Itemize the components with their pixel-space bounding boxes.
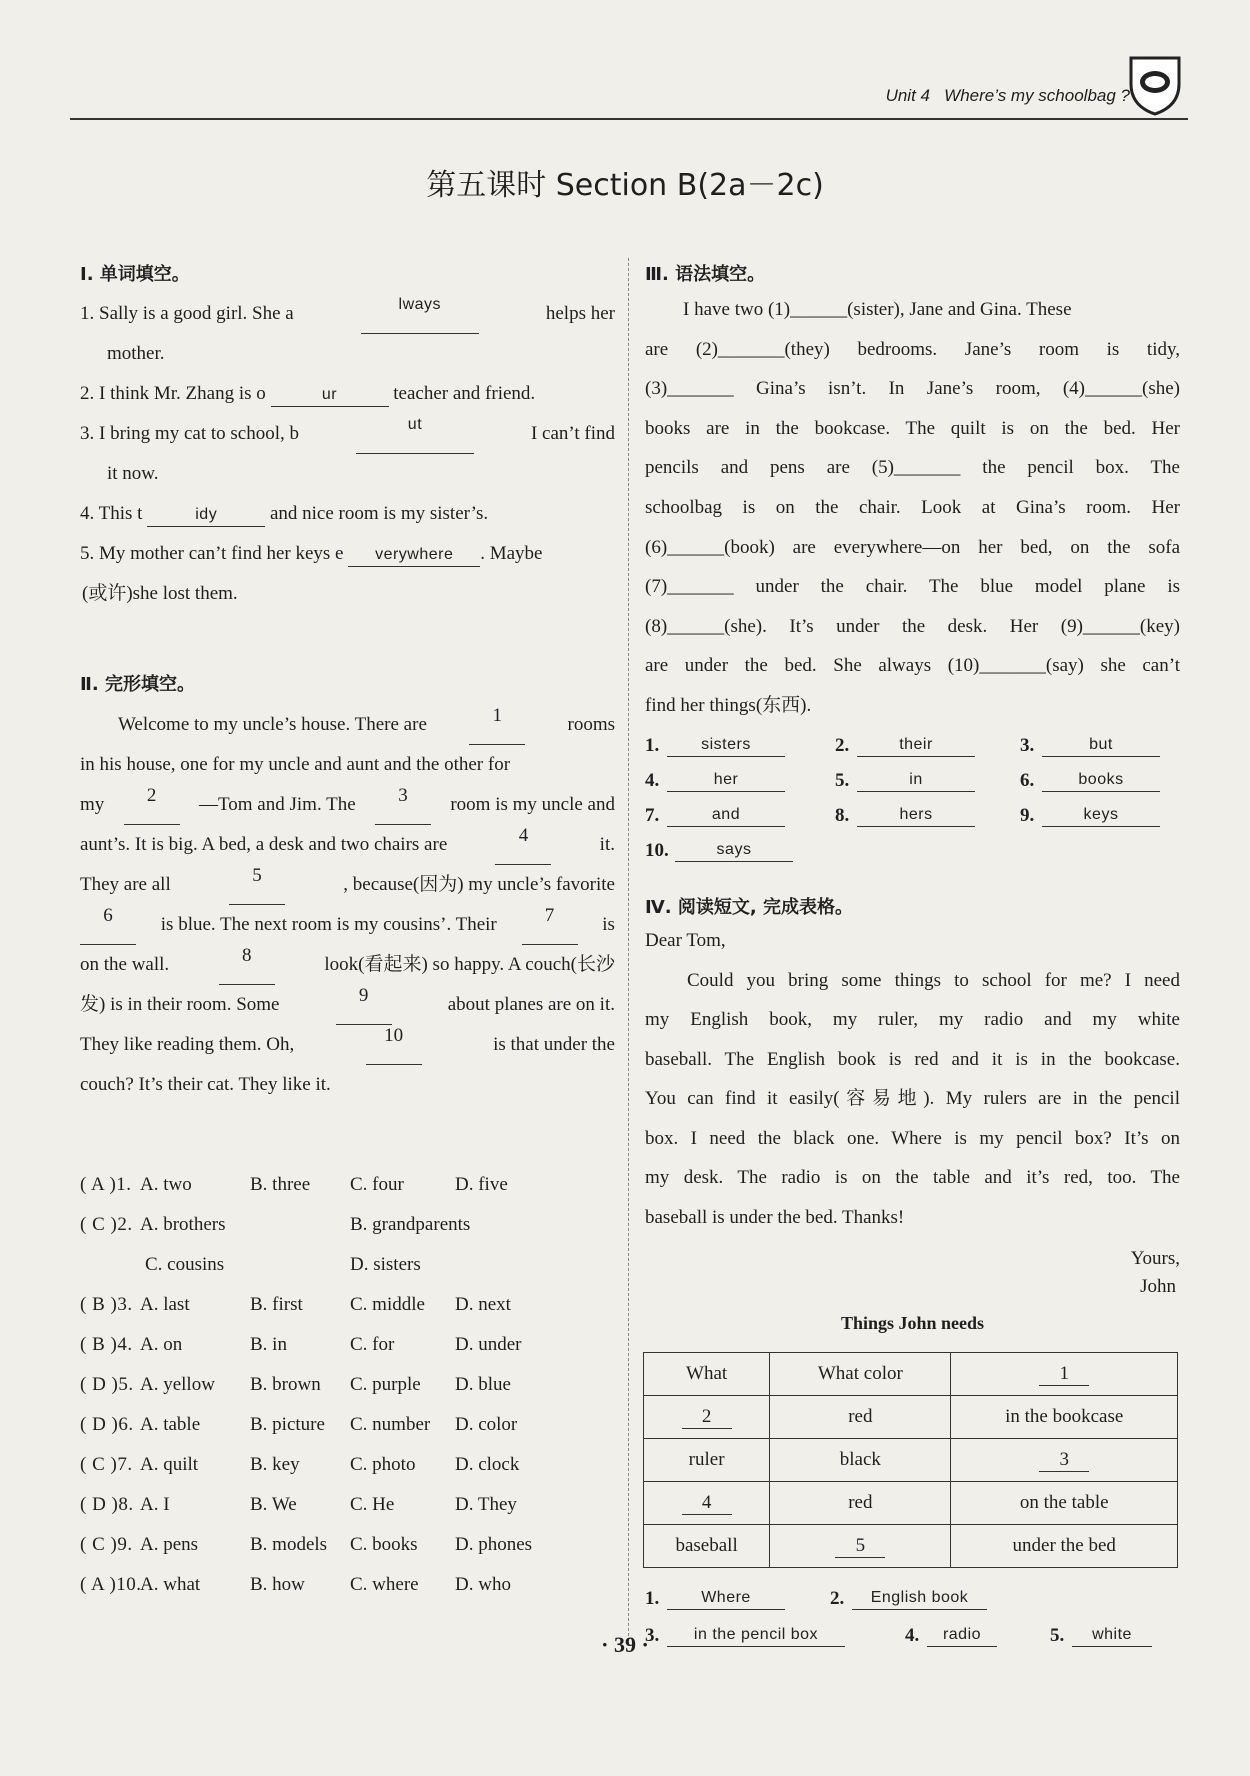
cloze-line — [80, 905, 615, 945]
cloze-line — [80, 945, 615, 985]
table-cell — [644, 1482, 770, 1525]
table-blank[interactable]: 2 — [682, 1406, 732, 1429]
table-row — [644, 1396, 1178, 1439]
choice-option[interactable]: C. number — [350, 1414, 431, 1435]
cloze-text: rooms — [567, 714, 615, 735]
choice-option[interactable]: D. color — [455, 1414, 518, 1435]
choice-option[interactable]: D. who — [455, 1574, 511, 1595]
answer-2[interactable]: ur — [271, 384, 389, 407]
table-row — [644, 1525, 1178, 1568]
reading-answer[interactable]: white — [1072, 1624, 1152, 1647]
cloze-choices — [80, 1162, 615, 1602]
choice-option[interactable]: D. sisters — [350, 1254, 421, 1275]
answer-row — [645, 796, 1180, 831]
answer-number: 5. — [835, 770, 850, 791]
choice-option[interactable]: B. brown — [250, 1374, 321, 1395]
choice-option[interactable]: B. in — [250, 1334, 287, 1355]
grammar-line: I have two (1)______(sister), Jane and Gina. These — [683, 299, 1072, 320]
table-cell — [951, 1439, 1178, 1482]
cloze-text: it. — [599, 834, 615, 855]
choice-answer: ( B )3. — [80, 1294, 133, 1315]
letter-greeting: Dear Tom, — [645, 930, 726, 951]
answer-number: 4. — [645, 770, 660, 791]
letter-line: my desk. The radio is on the table and it’s red, too. The — [645, 1167, 1180, 1188]
section-3-title: Ⅲ. 语法填空。 — [645, 264, 766, 285]
cloze-text: in his house, one for my uncle and aunt and the other for — [80, 754, 511, 775]
table-blank[interactable]: 1 — [1039, 1363, 1089, 1386]
choice-option[interactable]: C. books — [350, 1534, 418, 1555]
answer-number: 2. — [830, 1588, 845, 1609]
choice-option[interactable]: A. pens — [140, 1534, 199, 1555]
choice-answer: ( A )1. — [80, 1174, 132, 1195]
choice-option[interactable]: C. photo — [350, 1454, 416, 1475]
grammar-answer[interactable]: books — [1042, 769, 1160, 792]
answer-number: 6. — [1020, 770, 1035, 791]
answer-number: 9. — [1020, 805, 1035, 826]
answer-number: 1. — [645, 1588, 660, 1609]
grammar-answer[interactable]: their — [857, 734, 975, 757]
table-cell — [770, 1525, 951, 1568]
grammar-line: (8)______(she). It’s under the desk. Her (9)______(key) — [645, 615, 1180, 637]
choice-option[interactable]: A. what — [140, 1574, 201, 1595]
cloze-passage — [80, 705, 615, 1105]
grammar-line: are (2)_______(they) bedrooms. Jane’s room is tidy, — [645, 338, 1180, 360]
unit-label: Unit 4 — [885, 86, 930, 105]
letter-line: Could you bring some things to school for me? I need — [687, 969, 1180, 991]
letter-line: baseball. The English book is red and it is in the bookcase. — [645, 1048, 1180, 1070]
cloze-text: 发) is in their room. Some — [80, 994, 280, 1015]
choice-row — [80, 1442, 615, 1482]
cloze-blank[interactable]: 1 — [469, 705, 525, 745]
cloze-text: They like reading them. Oh, — [80, 1034, 295, 1055]
choice-option[interactable]: A. last — [140, 1294, 190, 1315]
choice-answer: ( B )4. — [80, 1334, 133, 1355]
cloze-blank[interactable]: 10 — [366, 1025, 422, 1065]
page-title: 第五课时 Section B(2a－2c) — [426, 168, 824, 203]
table-title: Things John needs — [840, 1313, 985, 1333]
letter-line: baseball is under the bed. Thanks! — [645, 1206, 905, 1228]
choice-row — [80, 1362, 615, 1402]
section-4-title: Ⅳ. 阅读短文, 完成表格。 — [645, 897, 853, 918]
answer-row — [645, 1580, 1185, 1617]
grammar-line: schoolbag is on the chair. Look at Gina’s room. Her — [645, 496, 1180, 518]
cloze-line — [80, 1065, 615, 1105]
cloze-text: my — [80, 794, 105, 815]
section-1-title: Ⅰ. 单词填空。 — [80, 264, 190, 285]
unit-title: Where’s my schoolbag ? — [944, 86, 1130, 105]
section-2-title: Ⅱ. 完形填空。 — [80, 674, 195, 695]
answer-number: 7. — [645, 805, 660, 826]
grammar-line: (3)_______ Gina’s isn’t. In Jane’s room, (4)______(she) — [645, 378, 1180, 400]
grammar-answer[interactable]: says — [675, 839, 793, 862]
answer-number: 8. — [835, 805, 850, 826]
choice-row — [80, 1402, 615, 1442]
letter-line: box. I need the black one. Where is my pencil box? It’s on — [645, 1127, 1180, 1149]
answer-number: 2. — [835, 735, 850, 756]
table-cell: red — [770, 1396, 951, 1439]
reading-answer[interactable]: radio — [927, 1624, 997, 1647]
cloze-blank[interactable]: 3 — [375, 785, 431, 825]
reading-answer[interactable]: in the pencil box — [667, 1624, 845, 1647]
answer-5[interactable]: verywhere — [348, 544, 480, 567]
table-blank[interactable]: 5 — [835, 1535, 885, 1558]
answer-row — [645, 831, 1180, 866]
grammar-answer[interactable]: hers — [857, 804, 975, 827]
choice-answer: ( D )5. — [80, 1374, 134, 1395]
cloze-line — [80, 865, 615, 905]
choice-option[interactable]: D. clock — [455, 1454, 520, 1475]
table-cell: on the table — [951, 1482, 1178, 1525]
cloze-text: is — [602, 914, 615, 935]
cloze-text: room is my uncle and — [450, 794, 615, 815]
choice-option[interactable]: C. middle — [350, 1294, 425, 1315]
table-cell: under the bed — [951, 1525, 1178, 1568]
choice-option[interactable]: A. two — [140, 1174, 192, 1195]
cloze-blank[interactable]: 7 — [522, 905, 578, 945]
cloze-text: is blue. The next room is my cousins’. Their — [160, 914, 497, 935]
choice-option[interactable]: B. three — [250, 1174, 311, 1195]
answer-row — [645, 726, 1180, 761]
table-cell — [644, 1396, 770, 1439]
reading-answer[interactable]: English book — [852, 1587, 987, 1610]
table-cell: black — [770, 1439, 951, 1482]
choice-option[interactable]: C. where — [350, 1574, 419, 1595]
table-cell: red — [770, 1482, 951, 1525]
letter-signature: John — [1140, 1276, 1176, 1297]
answer-number: 3. — [645, 1625, 660, 1646]
choice-answer: ( A )10. — [80, 1574, 142, 1595]
choice-option[interactable]: B. models — [250, 1534, 328, 1555]
cloze-line — [80, 985, 615, 1025]
cloze-blank[interactable]: 9 — [336, 985, 392, 1025]
choice-option[interactable]: C. purple — [350, 1374, 421, 1395]
table-blank[interactable]: 3 — [1039, 1449, 1089, 1472]
choice-option[interactable]: A. I — [140, 1494, 170, 1515]
choice-answer: ( C )9. — [80, 1534, 133, 1555]
grammar-answer[interactable]: keys — [1042, 804, 1160, 827]
choice-option[interactable]: A. on — [140, 1334, 183, 1355]
cloze-text: —Tom and Jim. The — [199, 794, 356, 815]
choice-answer: ( C )7. — [80, 1454, 133, 1475]
answer-number: 1. — [645, 735, 660, 756]
choice-row — [80, 1482, 615, 1522]
letter-closing: Yours, — [1130, 1248, 1180, 1269]
answer-number: 3. — [1020, 735, 1035, 756]
things-table — [643, 1352, 1178, 1568]
reading-answer[interactable]: Where — [667, 1587, 785, 1610]
grammar-line: (6)______(book) are everywhere—on her bed, on the sofa — [645, 536, 1180, 558]
choice-option[interactable]: C. cousins — [145, 1254, 225, 1275]
grammar-answer[interactable]: but — [1042, 734, 1160, 757]
answer-row — [645, 761, 1180, 796]
answer-4[interactable]: idy — [147, 504, 265, 527]
choice-row — [80, 1162, 615, 1202]
table-row — [644, 1353, 1178, 1396]
table-row — [644, 1482, 1178, 1525]
letter-line: my English book, my ruler, my radio and my white — [645, 1009, 1180, 1030]
cloze-text: , because(因为) my uncle’s favorite — [343, 874, 615, 895]
choice-option[interactable]: A. table — [140, 1414, 201, 1435]
choice-row — [80, 1322, 615, 1362]
column-divider — [628, 258, 629, 1646]
grammar-line: are under the bed. She always (10)_______(say) she can’t — [645, 655, 1180, 677]
cloze-text: aunt’s. It is big. A bed, a desk and two chairs are — [80, 834, 448, 855]
cloze-text: about planes are on it. — [447, 994, 615, 1015]
choice-option[interactable]: D. blue — [455, 1374, 511, 1395]
table-cell: What color — [770, 1353, 951, 1396]
table-cell — [951, 1353, 1178, 1396]
answer-number: 5. — [1050, 1625, 1065, 1646]
cloze-line — [80, 1025, 615, 1065]
table-cell: in the bookcase — [951, 1396, 1178, 1439]
cloze-text: Welcome to my uncle’s house. There are — [118, 714, 427, 735]
header-rule — [70, 118, 1188, 120]
grammar-answer[interactable]: sisters — [667, 734, 785, 757]
choice-option[interactable]: A. yellow — [140, 1374, 215, 1395]
grammar-line: pencils and pens are (5)_______ the pencil box. The — [645, 457, 1180, 479]
choice-option[interactable]: A. quilt — [140, 1454, 199, 1475]
choice-row — [80, 1522, 615, 1562]
letter-line: You can find it easily(容易地). My rulers are in the pencil — [645, 1088, 1180, 1109]
cloze-text: look(看起来) so happy. A couch(长沙 — [324, 954, 615, 975]
choice-answer: ( D )6. — [80, 1414, 134, 1435]
table-row — [644, 1439, 1178, 1482]
cloze-blank[interactable]: 4 — [495, 825, 551, 865]
table-blank[interactable]: 4 — [682, 1492, 732, 1515]
page-number: · 39 · — [601, 1632, 649, 1657]
answer-number: 4. — [905, 1625, 920, 1646]
cloze-line — [80, 705, 615, 745]
cloze-line — [80, 785, 615, 825]
choice-option[interactable]: B. key — [250, 1454, 300, 1475]
grammar-line: (7)_______ under the chair. The blue model plane is — [645, 576, 1180, 598]
answer-3[interactable]: ut — [356, 414, 474, 454]
choice-answer: ( C )2. — [80, 1214, 133, 1235]
choice-option[interactable]: D. phones — [455, 1534, 533, 1555]
choice-answer: ( D )8. — [80, 1494, 134, 1515]
choice-row — [80, 1282, 615, 1322]
grammar-answers — [645, 726, 1180, 866]
choice-option[interactable]: B. how — [250, 1574, 305, 1595]
choice-option[interactable]: C. He — [350, 1494, 395, 1515]
choice-option[interactable]: A. brothers — [140, 1214, 226, 1235]
cloze-line — [80, 825, 615, 865]
section-1-body: 1. Sally is a good girl. She a lways helps her mother. 2. I think Mr. Zhang is o ur teacher and friend. 3. I bring my cat to school, b ut I can’t find it now. 4. This t idy and nice room is my sister’s. 5. My mother can’t find her keys e verywhere . Maybe (或许)she lost them. — [80, 296, 615, 604]
choice-option[interactable]: D. five — [455, 1174, 508, 1195]
choice-option[interactable]: D. They — [455, 1494, 517, 1515]
answer-number: 10. — [645, 840, 669, 861]
choice-option[interactable]: B. We — [250, 1494, 297, 1515]
grammar-answer[interactable]: her — [667, 769, 785, 792]
unit-header — [886, 86, 1130, 106]
choice-row — [80, 1562, 615, 1602]
table-cell: baseball — [644, 1525, 770, 1568]
choice-option[interactable]: B. picture — [250, 1414, 325, 1435]
grammar-line: books are in the bookcase. The quilt is on the bed. Her — [645, 417, 1180, 439]
cloze-text: on the wall. — [80, 954, 170, 975]
answer-1[interactable]: lways — [361, 294, 479, 334]
choice-row — [80, 1202, 615, 1242]
school-crest-icon — [1125, 50, 1185, 116]
choice-option[interactable]: B. grandparents — [350, 1214, 471, 1235]
letter — [645, 921, 1180, 1301]
choice-option[interactable]: C. four — [350, 1174, 404, 1195]
choice-option[interactable]: C. for — [350, 1334, 395, 1355]
grammar-answer[interactable]: and — [667, 804, 785, 827]
choice-option[interactable]: D. next — [455, 1294, 511, 1315]
grammar-passage — [645, 290, 1180, 726]
cloze-blank[interactable]: 5 — [229, 865, 285, 905]
cloze-text: couch? It’s their cat. They like it. — [80, 1074, 331, 1095]
choice-option[interactable]: B. first — [250, 1294, 303, 1315]
cloze-blank[interactable]: 6 — [80, 905, 136, 945]
cloze-text: is that under the — [493, 1034, 615, 1055]
table-cell: What — [644, 1353, 770, 1396]
cloze-blank[interactable]: 8 — [219, 945, 275, 985]
grammar-line: find her things(东西). — [645, 694, 812, 716]
grammar-answer[interactable]: in — [857, 769, 975, 792]
cloze-text: They are all — [80, 874, 171, 895]
cloze-blank[interactable]: 2 — [124, 785, 180, 825]
cloze-line — [80, 745, 615, 785]
choice-option[interactable]: D. under — [455, 1334, 522, 1355]
choice-row — [80, 1242, 615, 1282]
table-cell: ruler — [644, 1439, 770, 1482]
